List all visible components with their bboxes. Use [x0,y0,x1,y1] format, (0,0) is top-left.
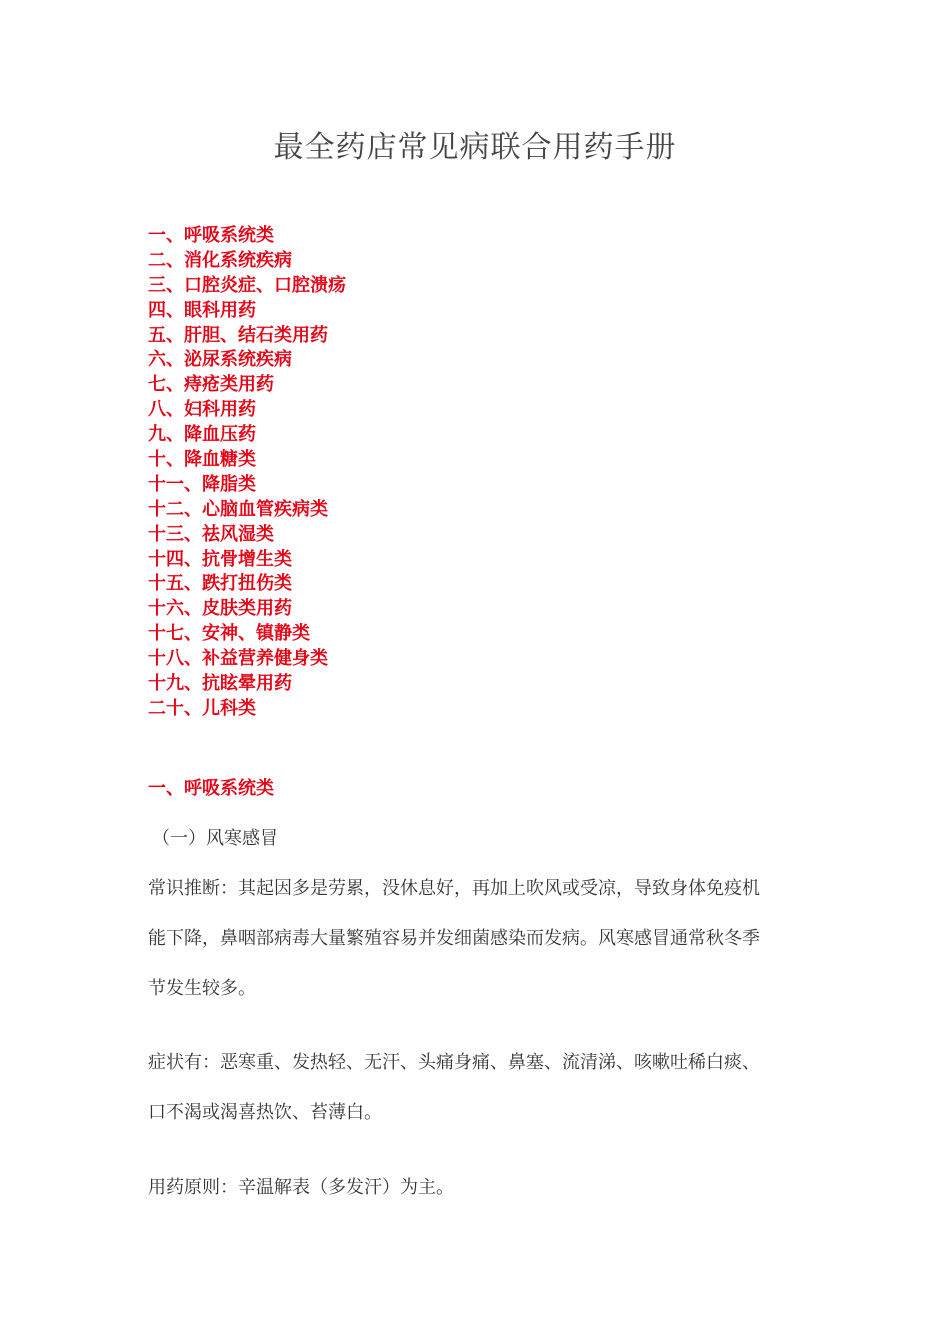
paragraph-line: 节发生较多。 [148,978,256,999]
table-of-contents [148,224,346,722]
toc-item-tonic[interactable]: 十八、补益营养健身类 [148,648,328,670]
toc-item-liver-gallbladder[interactable]: 五、肝胆、结石类用药 [148,324,328,346]
toc-item-respiratory[interactable]: 一、呼吸系统类 [148,225,274,246]
toc-item-hemorrhoids[interactable]: 七、痔疮类用药 [148,374,274,396]
toc-item-rheumatism[interactable]: 十三、祛风湿类 [148,523,274,545]
toc-item-vertigo[interactable]: 十九、抗眩晕用药 [148,673,292,695]
common-sense-paragraph [148,864,808,1014]
paragraph-line: 用药原则：辛温解表（多发汗）为主。 [148,1177,454,1198]
toc-item-bone-hyperplasia[interactable]: 十四、抗骨增生类 [148,548,292,570]
subsection-heading: （一）风寒感冒 [152,828,278,849]
toc-item-pediatrics[interactable]: 二十、儿科类 [148,697,256,719]
toc-item-blood-sugar[interactable]: 十、降血糖类 [148,449,256,471]
paragraph-line: 能下降，鼻咽部病毒大量繁殖容易并发细菌感染而发病。风寒感冒通常秋冬季 [148,928,760,949]
document-title: 最全药店常见病联合用药手册 [273,130,677,165]
toc-item-skin[interactable]: 十六、皮肤类用药 [148,598,292,620]
toc-item-blood-pressure[interactable]: 九、降血压药 [148,424,256,446]
toc-item-urinary[interactable]: 六、泌尿系统疾病 [148,349,292,371]
toc-item-lipids[interactable]: 十一、降脂类 [148,473,256,495]
toc-item-sedative[interactable]: 十七、安神、镇静类 [148,623,310,645]
symptoms-paragraph [148,1038,808,1138]
paragraph-line: 常识推断：其起因多是劳累，没休息好，再加上吹风或受凉，导致身体免疫机 [148,878,760,899]
paragraph-line: 口不渴或渴喜热饮、苔薄白。 [148,1102,382,1123]
section-heading: 一、呼吸系统类 [148,778,274,799]
principle-paragraph [148,1163,808,1213]
toc-item-gynecology[interactable]: 八、妇科用药 [148,399,256,421]
toc-item-digestive[interactable]: 二、消化系统疾病 [148,249,292,271]
toc-item-oral[interactable]: 三、口腔炎症、口腔溃疡 [148,274,346,296]
toc-item-ophthalmology[interactable]: 四、眼科用药 [148,299,256,321]
paragraph-line: 症状有：恶寒重、发热轻、无汗、头痛身痛、鼻塞、流清涕、咳嗽吐稀白痰、 [148,1052,760,1073]
toc-item-cardio-cerebro[interactable]: 十二、心脑血管疾病类 [148,498,328,520]
toc-item-sprains[interactable]: 十五、跌打扭伤类 [148,573,292,595]
